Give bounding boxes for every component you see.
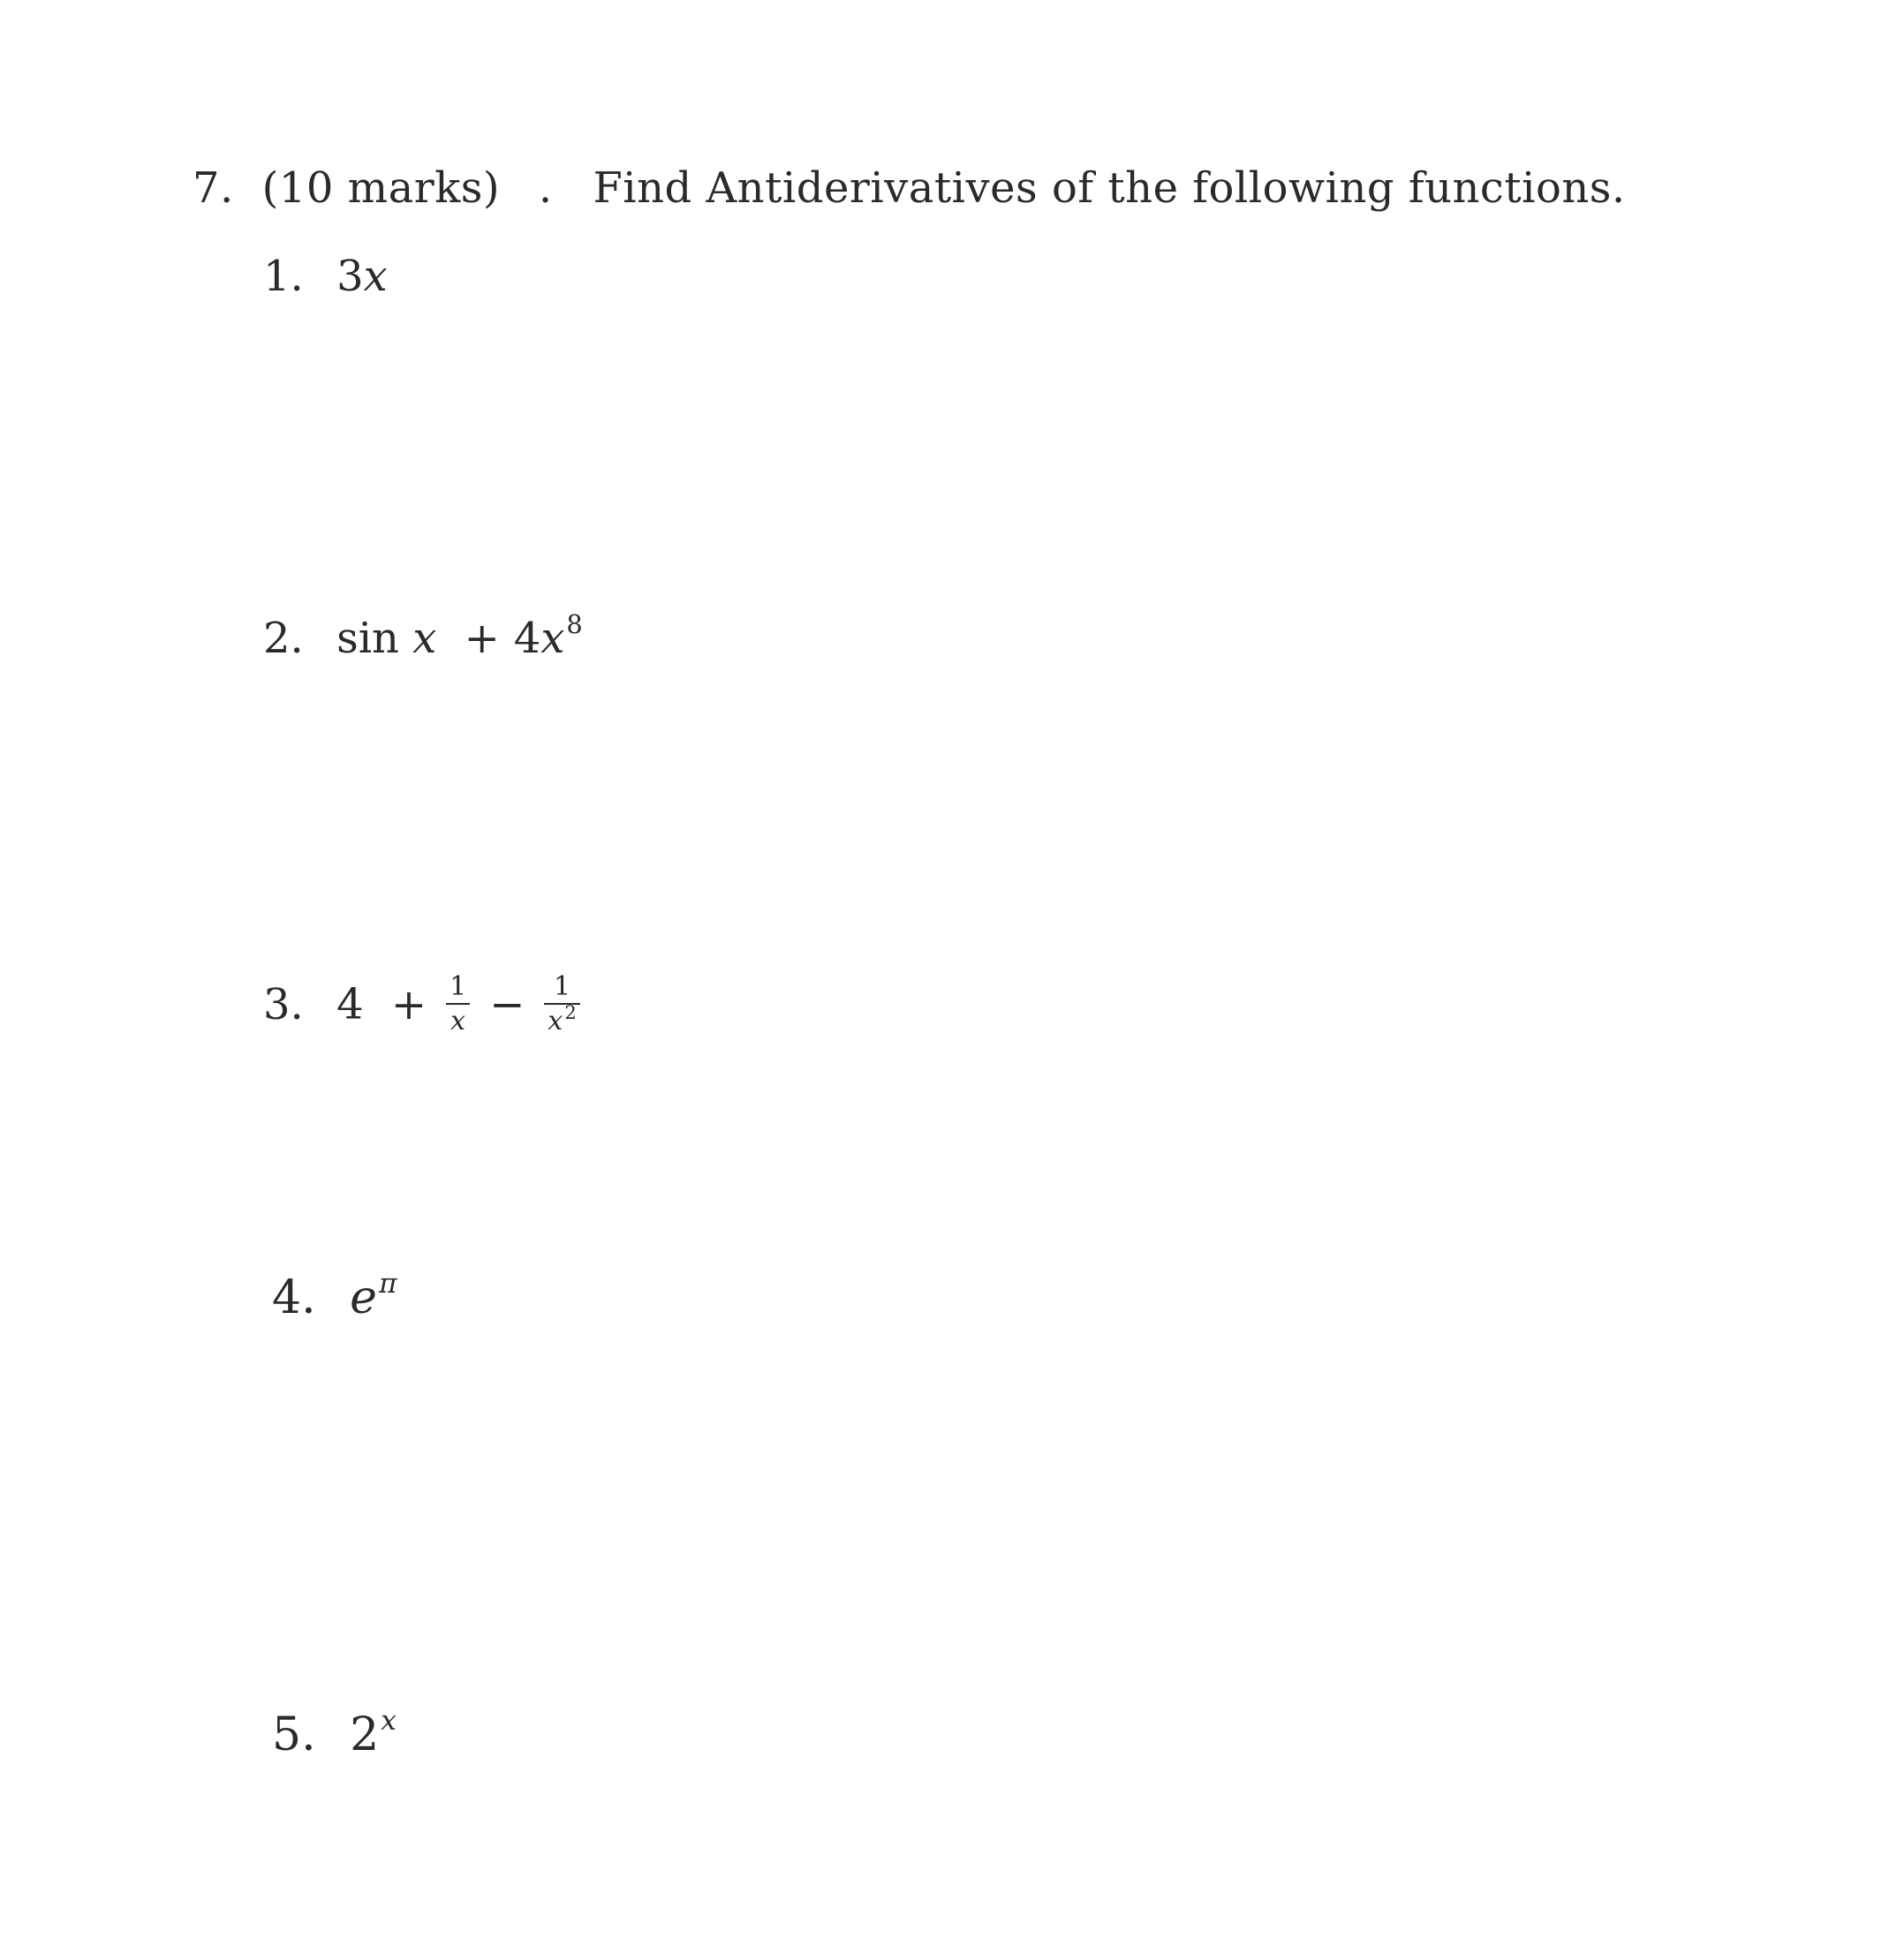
exponent: π: [378, 1267, 397, 1300]
item-number: 2.: [263, 614, 304, 663]
fraction-one-over-x: [446, 972, 470, 1036]
exponent: x: [381, 1704, 397, 1737]
question-header: [193, 163, 1626, 213]
question-marks: (10 marks): [261, 163, 501, 213]
exponent: 8: [566, 609, 583, 640]
plus-sign: +: [390, 979, 427, 1029]
constant: 4: [336, 979, 364, 1029]
variable: x: [363, 252, 388, 301]
fraction-one-over-x-squared: [544, 972, 579, 1036]
base: e: [350, 1271, 377, 1324]
coefficient: 3: [336, 252, 364, 301]
item-4: [272, 1267, 397, 1324]
item-5: [272, 1704, 397, 1761]
item-number: 4.: [272, 1271, 316, 1324]
minus-sign: −: [489, 979, 525, 1029]
item-3: [263, 971, 586, 1039]
item-number: 3.: [263, 979, 304, 1029]
fraction-denominator-base: x: [548, 1006, 563, 1037]
variable: x: [540, 614, 565, 663]
item-2: [263, 609, 583, 663]
question-instruction: Find Antiderivatives of the following functions.: [593, 163, 1626, 213]
fraction-denominator: [544, 1002, 579, 1037]
item-number: 5.: [272, 1708, 316, 1761]
plus-sign: +: [464, 614, 500, 663]
item-number: 1.: [263, 252, 304, 301]
fraction-denominator: x: [450, 1006, 466, 1037]
base: 2: [350, 1708, 380, 1761]
item-1: [263, 252, 388, 301]
question-number: 7.: [193, 163, 234, 213]
coefficient: 4: [513, 614, 541, 663]
fraction-numerator: 1: [446, 972, 470, 1005]
variable: x: [412, 614, 437, 663]
function-name: sin: [336, 614, 399, 663]
exponent: 2: [564, 1002, 577, 1024]
fraction-numerator: 1: [544, 972, 579, 1005]
question-separator: .: [538, 163, 553, 213]
